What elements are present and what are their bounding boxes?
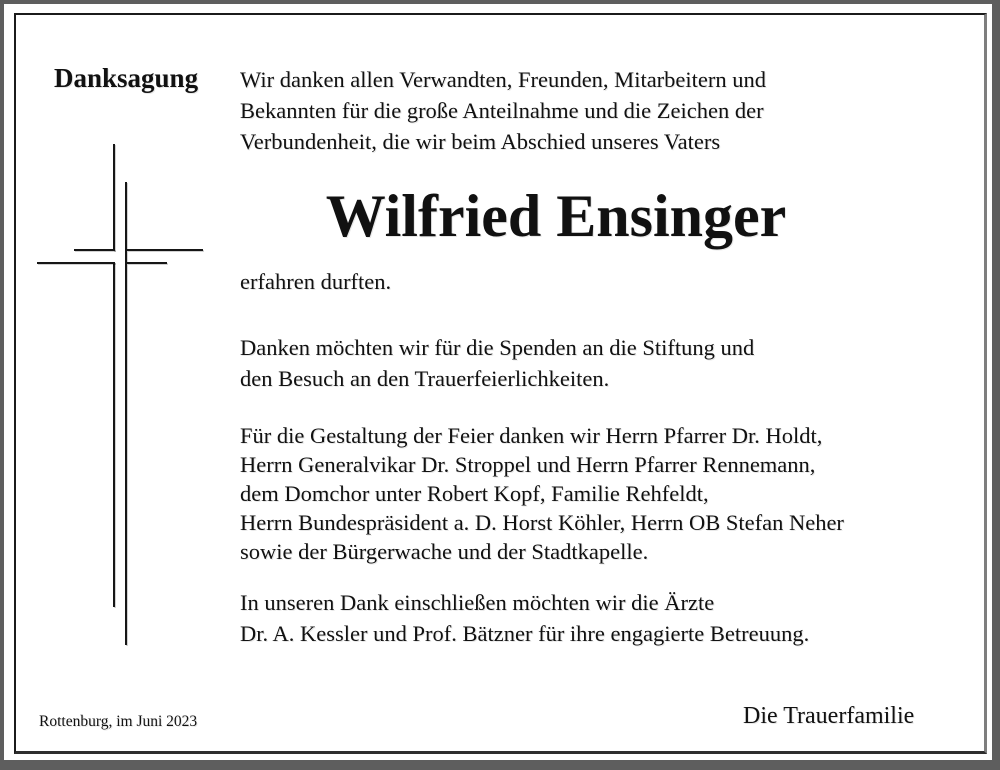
intro-paragraph: [240, 64, 766, 157]
cross-line-segment: [127, 262, 167, 264]
cross-line-segment: [37, 262, 115, 264]
ceremony-line: Herrn Generalvikar Dr. Stroppel und Herrn Pfarrer Rennemann,: [240, 452, 816, 477]
after-name-line: erfahren durften.: [240, 269, 392, 294]
donations-line: Danken möchten wir für die Spenden an die Stiftung und: [240, 335, 755, 360]
cross-line-segment: [74, 249, 115, 251]
ceremony-line: sowie der Bürgerwache und der Stadtkapelle.: [240, 539, 649, 564]
family-signature: Die Trauerfamilie: [743, 703, 915, 729]
cross-line-segment: [113, 144, 115, 251]
ceremony-line: Herrn Bundespräsident a. D. Horst Köhler, Herrn OB Stefan Neher: [240, 510, 844, 535]
danksagung-label: Danksagung: [54, 63, 199, 93]
cross-line-segment: [127, 249, 203, 251]
place-date: Rottenburg, im Juni 2023: [39, 713, 198, 730]
cross-line-segment: [125, 182, 127, 645]
doctors-thanks-paragraph: [240, 588, 809, 649]
intro-line: Wir danken allen Verwandten, Freunden, Mitarbeitern und: [240, 67, 767, 92]
ceremony-thanks-paragraph: [240, 421, 844, 566]
intro-line: Verbundenheit, die wir beim Abschied unseres Vaters: [240, 129, 721, 154]
donations-paragraph: [240, 332, 754, 394]
donations-line: den Besuch an den Trauerfeierlichkeiten.: [240, 366, 610, 391]
ceremony-line: dem Domchor unter Robert Kopf, Familie Rehfeldt,: [240, 481, 709, 506]
ceremony-line: Für die Gestaltung der Feier danken wir Herrn Pfarrer Dr. Holdt,: [240, 423, 823, 448]
intro-line: Bekannten für die große Anteilnahme und die Zeichen der: [240, 98, 764, 123]
doctors-line: Dr. A. Kessler und Prof. Bätzner für ihre engagierte Betreuung.: [240, 620, 810, 646]
deceased-name: Wilfried Ensinger: [325, 183, 787, 249]
doctors-line: In unseren Dank einschließen möchten wir die Ärzte: [240, 590, 715, 615]
cross-line-segment: [113, 262, 115, 607]
